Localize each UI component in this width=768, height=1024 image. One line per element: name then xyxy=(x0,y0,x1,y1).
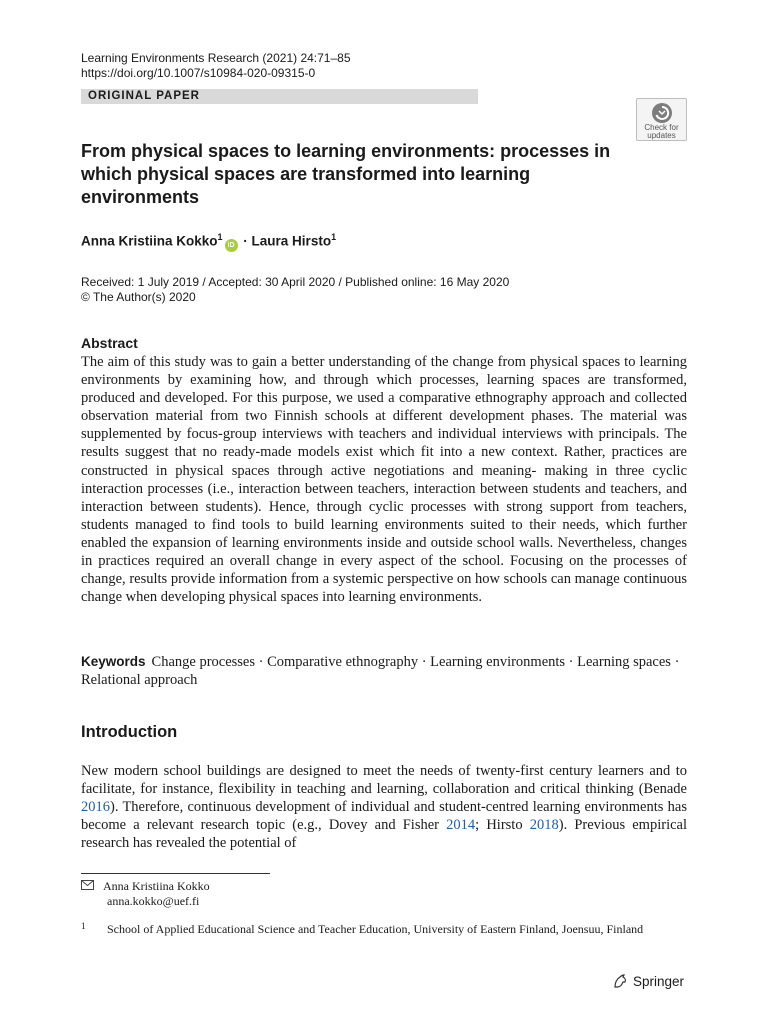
author-separator: · xyxy=(239,233,252,249)
intro-text: ). Therefore, continuous development of individual and student-centred learning environments has become a relevant research topic (e.g., Dovey and Fisher xyxy=(81,799,687,834)
abstract-text: The aim of this study was to gain a better understanding of the change from physical spaces to learning environments by examining how, and through which processes, learning spaces are transformed, produced and developed. For this purpose, we used a comparative ethnography approach and collected observation material from two Finnish schools at different development phases. The material was supplemented by focus-group interviews with teachers and individual interviews with principals. The results suggest that no ready-made models exist which fit into a new context. Rather, practices are constructed in physical spaces through active negotiations and meaning- making in three cyclic interaction processes (i.e., interaction between teachers, interaction between students and teachers, and interaction between students). Hence, through cyclic processes with strong support from teachers, students managed to find tools to build learning environments suited to their needs, which further enabled the expansion of learning environments inside and outside school walls. Nevertheless, changes in practices required an overall change in every aspect of the school. Focusing on the processes of change, results provide information from a systemic perspective on how schools can manage continuous change when developing physical spaces into learning environments. xyxy=(81,354,687,606)
envelope-icon xyxy=(81,879,103,894)
springer-horse-icon xyxy=(612,973,628,989)
affiliation-marker: 1 xyxy=(217,232,223,242)
check-updates-icon xyxy=(651,102,673,124)
corresponding-author-note xyxy=(81,879,210,909)
journal-line: Learning Environments Research (2021) 24:71–85 xyxy=(81,51,351,65)
intro-text: ; Hirsto xyxy=(475,817,530,834)
keywords-text: Change processes · Comparative ethnography · Learning environments · Learning spaces · Relational approach xyxy=(81,654,680,688)
keywords-block xyxy=(81,653,687,689)
article-type-label: ORIGINAL PAPER xyxy=(81,89,478,104)
section-heading-introduction: Introduction xyxy=(81,723,178,741)
affiliation-number: 1 xyxy=(81,921,86,931)
article-title: From physical spaces to learning environments: processes in which physical spaces are transformed into learning environments xyxy=(81,141,611,207)
author-list xyxy=(81,232,336,252)
intro-text: ). Previous empirical research has revealed the potential of xyxy=(81,817,687,852)
check-for-updates-badge[interactable] xyxy=(636,98,687,141)
copyright-line: © The Author(s) 2020 xyxy=(81,290,196,304)
publisher-logo xyxy=(612,973,684,989)
keywords-label: Keywords xyxy=(81,654,146,669)
doi-link[interactable]: https://doi.org/10.1007/s10984-020-09315-0 xyxy=(81,66,316,80)
affiliation-marker: 1 xyxy=(331,232,337,242)
abstract-heading: Abstract xyxy=(81,335,138,351)
contact-name: Anna Kristiina Kokko xyxy=(103,879,210,893)
publication-dates xyxy=(81,275,509,305)
intro-text: New modern school buildings are designed to meet the needs of twenty-first century learners and to facilitate, for instance, flexibility in teaching and learning, collaboration and critical thinking (Benade xyxy=(81,763,687,798)
check-updates-line2: updates xyxy=(647,131,676,140)
footnote-divider xyxy=(81,873,270,874)
citation-link[interactable]: 2016 xyxy=(81,799,110,816)
introduction-paragraph xyxy=(81,762,687,852)
journal-citation xyxy=(81,51,351,81)
dates-line: Received: 1 July 2019 / Accepted: 30 April 2020 / Published online: 16 May 2020 xyxy=(81,275,510,289)
check-updates-line1: Check for xyxy=(644,123,679,132)
orcid-icon[interactable]: iD xyxy=(225,239,238,252)
author-name[interactable]: Anna Kristiina Kokko xyxy=(81,233,218,249)
affiliation-note xyxy=(81,922,671,937)
author-name[interactable]: Laura Hirsto xyxy=(251,233,332,249)
affiliation-text: School of Applied Educational Science and Teacher Education, University of Eastern Finland, Joensuu, Finland xyxy=(107,922,644,936)
publisher-name: Springer xyxy=(633,973,685,989)
citation-link[interactable]: 2014 xyxy=(446,817,476,834)
citation-link[interactable]: 2018 xyxy=(529,817,559,834)
contact-email[interactable]: anna.kokko@uef.fi xyxy=(107,894,200,908)
